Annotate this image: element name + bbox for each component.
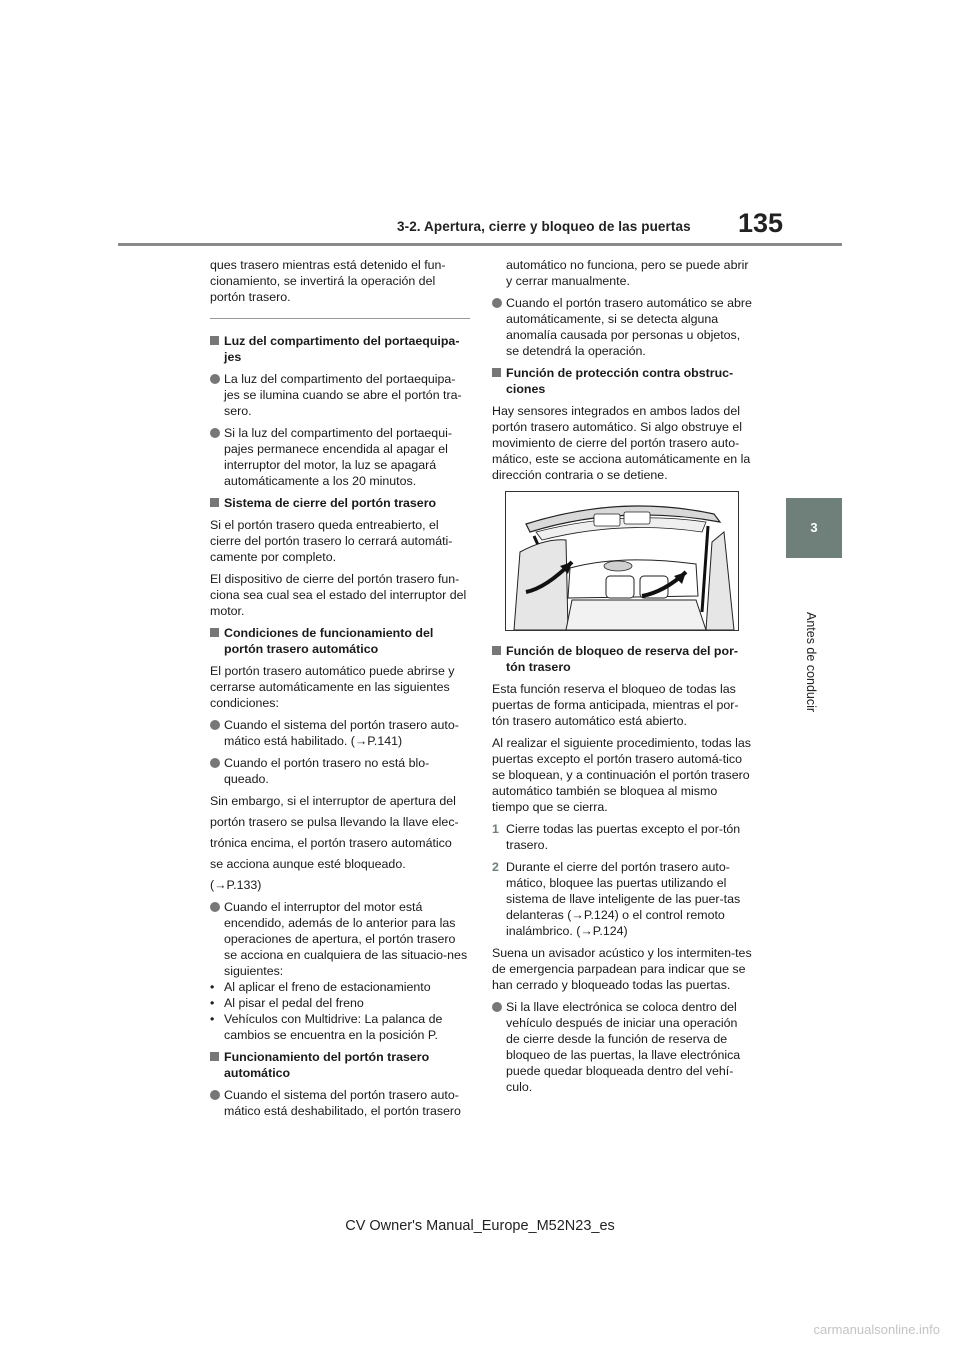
bullet-dot-icon	[210, 374, 220, 384]
divider	[210, 318, 470, 319]
tailgate-diagram	[506, 492, 738, 630]
bullet-dot-icon	[210, 428, 220, 438]
bullet-item: Cuando el sistema del portón trasero auto-mático está deshabilitado, el portón trasero	[210, 1087, 470, 1119]
chapter-label: Antes de conducir	[804, 612, 818, 713]
bullet-item: Cuando el portón trasero automático se abre automáticamente, si se detecta alguna anomalía causada por personas u objetos, se detendrá la operación.	[492, 295, 752, 359]
line: portón trasero se pulsa llevando la llave elec-	[210, 815, 459, 829]
sub-item: • Al pisar el pedal del freno	[210, 996, 364, 1010]
intro-text: ques trasero mientras está detenido el fun-cionamiento, se invertirá la operación del portón trasero.	[210, 258, 446, 304]
heading-closer-system: Sistema de cierre del portón trasero	[210, 495, 470, 511]
bullet-dot-icon	[210, 720, 220, 730]
page-number: 135	[738, 208, 784, 238]
bullet-item: Cuando el portón trasero no está blo-queado.	[210, 755, 470, 787]
paragraph: Suena un avisador acústico y los intermiten-tes de emergencia parpadean para indicar que se han cerrado y bloqueado todas las puertas.	[492, 946, 752, 992]
bullet-dot-icon	[492, 1002, 502, 1012]
paragraph: El dispositivo de cierre del portón trasero fun-ciona sea cual sea el estado del interruptor del motor.	[210, 572, 467, 618]
square-marker-icon	[210, 1052, 219, 1061]
line: trónica encima, el portón trasero automático	[210, 836, 452, 850]
square-marker-icon	[492, 368, 501, 377]
paragraph: Al realizar el siguiente procedimiento, todas las puertas excepto el portón trasero automá-tico se bloquean, y a continuación el portón trasero automático también se bloquea al mismo tiempo que se cierra.	[492, 736, 751, 814]
right-column	[492, 257, 752, 1101]
paragraph: Si el portón trasero queda entreabierto, el cierre del portón trasero lo cerrará automáti-camente por completo.	[210, 518, 453, 564]
line: (→P.133)	[210, 878, 262, 892]
square-marker-icon	[210, 498, 219, 507]
sub-item: • Al aplicar el freno de estacionamiento	[210, 980, 431, 994]
heading-operating-conditions: Condiciones de funcionamiento del portón trasero automático	[210, 625, 470, 657]
section-title: 3-2. Apertura, cierre y bloqueo de las puertas	[397, 219, 691, 234]
line: se acciona aunque esté bloqueado.	[210, 857, 406, 871]
manual-footer: CV Owner's Manual_Europe_M52N23_es	[345, 1218, 615, 1234]
continued-text: automático no funciona, pero se puede abrir y cerrar manualmente.	[506, 258, 749, 288]
step-2: 2 Durante el cierre del portón trasero auto-mático, bloquee las puertas utilizando el sistema de llave inteligente de las puer-tas delanteras (→P.124) o el control remoto inalámbrico. (→P.124)	[492, 860, 741, 938]
bullet-item: Cuando el interruptor del motor está encendido, además de lo anterior para las operaciones de apertura, el portón trasero se acciona en cualquiera de las situacio-nes siguientes:	[210, 899, 470, 979]
square-marker-icon	[492, 646, 501, 655]
paragraph: Esta función reserva el bloqueo de todas las puertas de forma anticipada, mientras el por-tón trasero automático está abierto.	[492, 682, 739, 728]
heading-obstruction-protection: Función de protección contra obstruc-ciones	[492, 365, 752, 397]
line: Sin embargo, si el interruptor de apertura del	[210, 794, 456, 808]
sub-item: • Vehículos con Multidrive: La palanca de cambios se encuentra en la posición P.	[210, 1012, 443, 1042]
square-marker-icon	[210, 628, 219, 637]
tailgate-sensor-illustration	[505, 491, 739, 631]
bullet-item: Si la luz del compartimento del portaequi-pajes permanece encendida al apagar el interruptor del motor, la luz se apagará automáticamente a los 20 minutos.	[210, 425, 470, 489]
bullet-dot-icon	[210, 1090, 220, 1100]
heading-power-tailgate-operation: Funcionamiento del portón trasero automático	[210, 1049, 470, 1081]
bullet-dot-icon	[492, 298, 502, 308]
square-marker-icon	[210, 336, 219, 345]
bullet-dot-icon	[210, 758, 220, 768]
paragraph: El portón trasero automático puede abrirse y cerrarse automáticamente en las siguientes condiciones:	[210, 664, 455, 710]
watermark: carmanualsonline.info	[813, 1322, 940, 1337]
paragraph: Hay sensores integrados en ambos lados del portón trasero automático. Si algo obstruye el movimiento de cierre del portón trasero auto-mático, este se acciona automáticamente en la dirección contraria o se detiene.	[492, 404, 751, 482]
header-rule	[118, 243, 842, 246]
heading-reservation-lock: Función de bloqueo de reserva del por-tón trasero	[492, 643, 752, 675]
bullet-item: La luz del compartimento del portaequipa-jes se ilumina cuando se abre el portón tra-sero.	[210, 371, 470, 419]
left-column	[210, 257, 470, 1125]
heading-trunk-light: Luz del compartimento del portaequipa-jes	[210, 333, 470, 365]
bullet-item: Cuando el sistema del portón trasero auto-mático está habilitado. (→P.141)	[210, 717, 470, 749]
chapter-tab: 3	[786, 498, 842, 558]
step-1: 1 Cierre todas las puertas excepto el por-tón trasero.	[492, 822, 741, 852]
bullet-dot-icon	[210, 902, 220, 912]
spaced-paragraph	[210, 793, 470, 893]
bullet-item: Si la llave electrónica se coloca dentro del vehículo después de iniciar una operación de cierre desde la función de reserva de bloqueo de las puertas, la llave electrónica puede quedar bloqueada dentro del vehí-culo.	[492, 999, 752, 1095]
